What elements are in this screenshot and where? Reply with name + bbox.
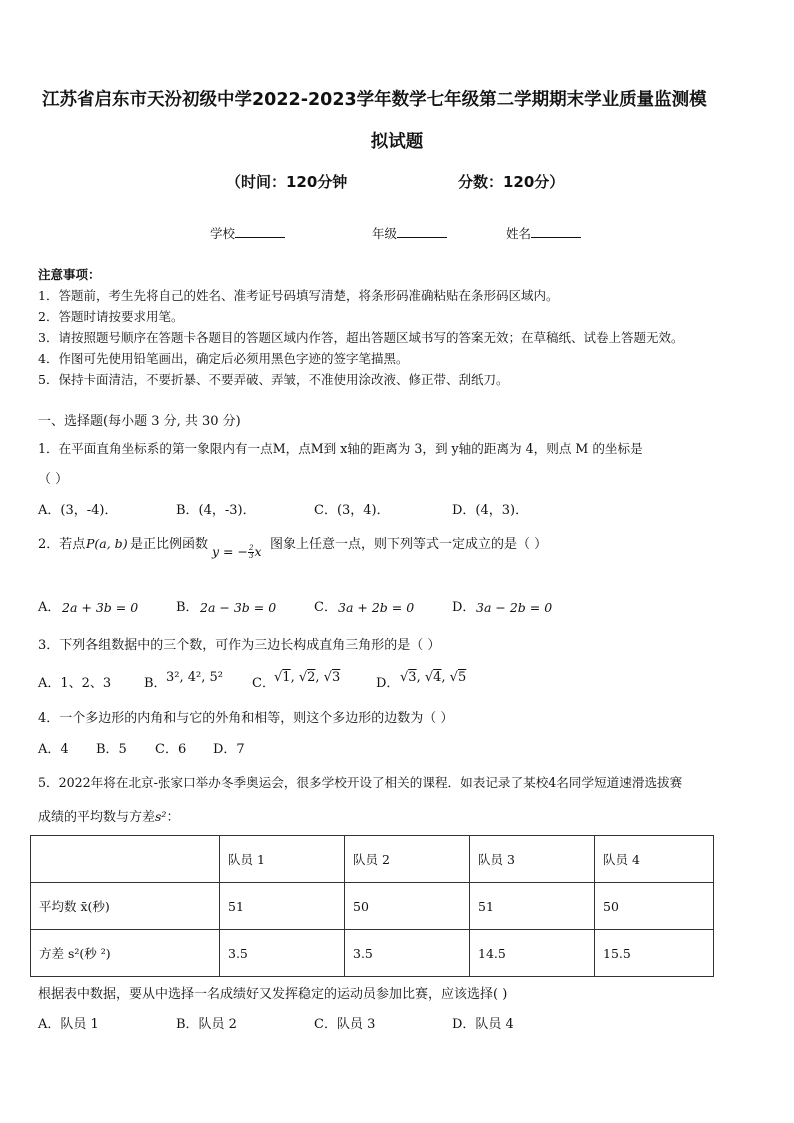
q1-option-a: A．(3，-4)．: [38, 503, 118, 518]
q2-point: P(a, b): [86, 536, 128, 551]
note-item: 5．保持卡面清洁，不要折暴、不要弄破、弄皱，不准使用涂改液、修正带、刮纸刀。: [38, 372, 509, 387]
q4-option-c: C．6: [155, 742, 187, 757]
table-cell: 队员 1: [220, 836, 345, 883]
school-blank: [235, 225, 285, 238]
q3-option-c: √1, √2, √3: [274, 670, 341, 685]
q5-option-a: A．队员 1: [38, 1017, 99, 1032]
exam-time: （时间：120分钟: [226, 173, 348, 191]
q2-option-a-label: A．: [38, 600, 61, 615]
table-cell: 队员 4: [595, 836, 714, 883]
school-field: [210, 224, 285, 242]
table-cell: 3.5: [220, 930, 345, 977]
q2-func-left: y = −: [212, 544, 248, 559]
exam-title-line2: 拟试题: [370, 132, 424, 152]
q2-option-b-label: B．: [176, 600, 199, 615]
q3-option-a: A．1、2、3: [38, 676, 112, 691]
table-cell: 15.5: [595, 930, 714, 977]
q5-stem-variance: s²: [155, 809, 167, 824]
q2-option-d: 3a − 2b = 0: [476, 600, 553, 615]
q5-stem-line1: 5．2022年将在北京-张家口举办冬季奥运会，很多学校开设了相关的课程．如表记录了某校4名同学短道速滑选拔赛: [38, 775, 683, 790]
exam-title-line1: 江苏省启东市天汾初级中学2022-2023学年数学七年级第二学期期末学业质量监测模: [42, 90, 707, 110]
q2-function: [212, 544, 262, 560]
note-item: 4．作图可先使用铅笔画出，确定后必须用黑色字迹的签字笔描黑。: [38, 351, 409, 366]
q2-func-right: x: [254, 544, 262, 559]
q2-func-num: 2: [248, 544, 254, 552]
q4-option-d: D．7: [213, 742, 245, 757]
q2-option-c: 3a + 2b = 0: [338, 600, 415, 615]
q3-d-radicand-3: 5: [457, 670, 467, 685]
q4-stem: 4．一个多边形的内角和与它的外角和相等，则这个多边形的边数为（ ）: [38, 711, 454, 726]
table-cell: 50: [595, 883, 714, 930]
name-blank: [531, 225, 581, 238]
q1-stem: 1．在平面直角坐标系的第一象限内有一点M，点M到 x轴的距离为 3，到 y轴的距离为 4，则点 M 的坐标是: [38, 441, 643, 456]
score-table: [30, 835, 714, 977]
q2-stem-a: 2．若点: [38, 537, 86, 552]
q3-c-radicand-1: 1: [282, 670, 291, 685]
name-field: [506, 224, 581, 242]
q2-option-b: 2a − 3b = 0: [200, 600, 277, 615]
q3-d-radicand-2: 4: [433, 670, 442, 685]
q4-option-b: B．5: [96, 742, 127, 757]
q3-option-d: √3, √4, √5: [400, 670, 467, 685]
table-row: [31, 930, 714, 977]
school-label: 学校: [210, 226, 236, 241]
q2-option-c-label: C．: [314, 600, 337, 615]
q1-option-c: C．(3，4)．: [314, 503, 390, 518]
q5-option-d: D．队员 4: [452, 1017, 514, 1032]
q3-option-d-label: D．: [376, 676, 400, 691]
q3-option-b-label: B．: [144, 676, 167, 691]
table-cell: 3.5: [345, 930, 470, 977]
table-row: [31, 836, 714, 883]
q2-stem-c: 图象上任意一点，则下列等式一定成立的是（ ）: [270, 537, 548, 552]
table-cell: 队员 3: [470, 836, 595, 883]
exam-score: 分数：120分）: [458, 173, 565, 191]
table-cell: 50: [345, 883, 470, 930]
q1-paren: （ ）: [38, 472, 69, 487]
table-cell: 平均数 x̄(秒): [31, 883, 220, 930]
note-item: 1．答题前，考生先将自己的姓名、准考证号码填写清楚，将条形码准确粘贴在条形码区域内。: [38, 288, 559, 303]
grade-field: [372, 224, 447, 242]
q4-option-a: A．4: [38, 742, 69, 757]
q3-option-c-label: C．: [252, 676, 275, 691]
section-heading: 一、选择题(每小题 3 分, 共 30 分): [38, 414, 241, 429]
name-label: 姓名: [506, 226, 532, 241]
notes-heading: 注意事项：: [38, 267, 101, 282]
q2-option-d-label: D．: [452, 600, 476, 615]
q3-stem: 3．下列各组数据中的三个数，可作为三边长构成直角三角形的是（ ）: [38, 638, 441, 653]
q5-option-b: B．队员 2: [176, 1017, 237, 1032]
table-cell: 队员 2: [345, 836, 470, 883]
note-item: 2．答题时请按要求用笔。: [38, 309, 184, 324]
table-cell: [31, 836, 220, 883]
q5-stem-text: 成绩的平均数与方差: [38, 810, 156, 825]
q2-stem-b: 是正比例函数: [130, 537, 209, 552]
q5-stem-line2: [38, 806, 179, 825]
q5-stem-end: ：: [166, 810, 180, 825]
grade-blank: [397, 225, 447, 238]
q3-c-radicand-3: 3: [331, 670, 341, 685]
q2-option-a: 2a + 3b = 0: [62, 600, 139, 615]
q2-func-den: 3: [248, 552, 254, 560]
table-cell: 14.5: [470, 930, 595, 977]
table-cell: 方差 s²(秒 ²): [31, 930, 220, 977]
q1-option-b: B．(4，-3)．: [176, 503, 256, 518]
q3-option-b: 3², 4², 5²: [166, 670, 223, 685]
q3-d-radicand-1: 3: [408, 670, 417, 685]
table-row: [31, 883, 714, 930]
q5-option-c: C．队员 3: [314, 1017, 376, 1032]
q3-c-radicand-2: 2: [307, 670, 316, 685]
table-cell: 51: [470, 883, 595, 930]
table-cell: 51: [220, 883, 345, 930]
q1-option-d: D．(4，3)．: [452, 503, 529, 518]
grade-label: 年级: [372, 226, 398, 241]
q5-after: 根据表中数据，要从中选择一名成绩好又发挥稳定的运动员参加比赛，应该选择( ): [38, 987, 508, 1002]
note-item: 3．请按照题号顺序在答题卡各题目的答题区域内作答，超出答题区域书写的答案无效；在草稿纸、试卷上答题无效。: [38, 330, 684, 345]
